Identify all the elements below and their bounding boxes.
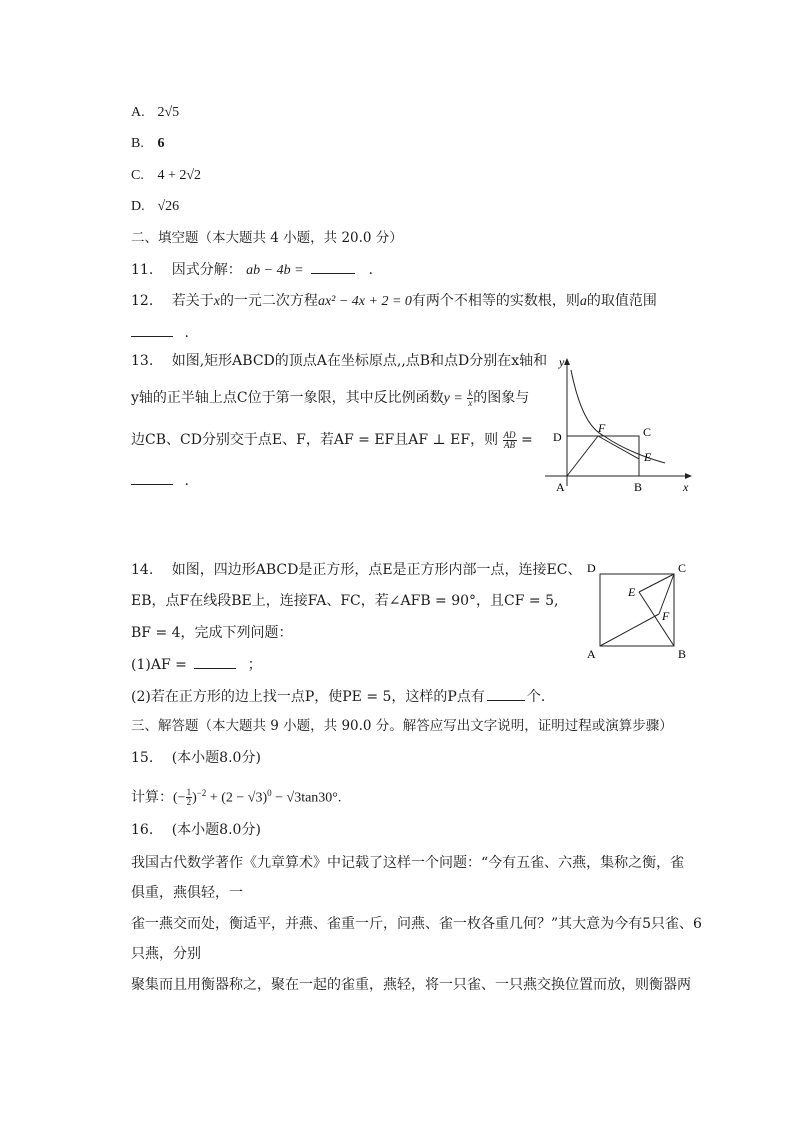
x-axis-arrow [685,473,692,479]
label-f: F [598,421,606,435]
function-lhs: y = [443,391,463,406]
question-15-body [131,783,341,809]
part-end: ； [247,657,262,673]
segment-af [567,436,598,476]
segment-fe [598,436,639,459]
question-text: 如图，四边形ABCD是正方形，点E是正方形内部一点，连接EC、 [171,562,582,578]
question-text-pre: 若关于 [171,293,214,309]
q13-figure [540,350,700,500]
question-16-para-2: 俱重，燕俱轻，一 [131,885,243,901]
question-number: 15. [131,750,154,766]
question-number: 14. [131,562,154,578]
rectangle-abcd [567,436,639,476]
label-f: F [662,609,670,623]
question-expr: ab − 4b = [246,263,304,278]
answer-blank [131,322,173,337]
expr-close: ) [192,790,197,806]
fraction-numerator: k [468,387,473,398]
section-heading-answer: 三、解答题（本大题共 9 小题，共 90.0 分。解答应写出文字说明，证明过程或演算步骤） [131,718,673,734]
part-text: (2)若在正方形的边上找一点P，使PE = 5，这样的P点有 [131,689,485,705]
label-e: E [644,450,652,464]
answer-blank [487,686,525,701]
question-16-para-1: 我国古代数学著作《九章算术》中记载了这样一个问题：“今有五雀、六燕，集称之衡，雀 [131,855,685,871]
option-c [131,165,201,186]
question-13-line-3 [131,430,533,450]
question-15-header [131,748,261,768]
question-score: (本小题8.0分) [171,822,261,838]
question-16-para-4: 只燕，分别 [131,946,201,962]
question-number: 13. [131,353,154,369]
part-text: (1)AF = [131,657,187,673]
equation: ax² − 4x + 2 = 0 [317,294,412,309]
label-x: x [683,480,689,494]
fraction-numerator: AD [503,429,516,440]
fraction-numerator: 1 [186,787,192,798]
option-text: 2√5 [157,105,180,120]
question-text: 的图象与 [473,390,530,406]
question-12-blank-line [131,322,189,343]
option-a [131,102,179,123]
calc-label: 计算： [131,789,173,806]
question-text: y轴的正半轴上点C位于第一象限，其中反比例函数 [131,390,444,406]
question-score: (本小题8.0分) [171,750,261,766]
label-d: D [587,561,596,575]
answer-blank [311,259,355,274]
question-13-line-1 [131,351,547,371]
answer-blank [194,654,236,669]
answer-blank [131,470,173,485]
expr-open: (− [173,790,186,806]
question-11 [131,259,373,281]
question-14-line-3: BF = 4，完成下列问题： [131,625,293,641]
option-label: A. [131,105,145,120]
label-y: y [559,355,565,369]
question-end: . [368,262,373,278]
option-text: 4 + 2√2 [157,168,202,183]
question-number: 16. [131,822,154,838]
question-number: 12. [131,293,154,309]
question-16-para-5: 聚集而且用衡器称之，聚在一起的雀重，燕轻，将一只雀、一只燕交换位置而放，则衡器两 [131,977,691,993]
question-13-line-2 [131,388,529,409]
ratio-fraction [503,431,517,450]
question-14-line-2: EB，点F在线段BE上，连接FA、FC，若∠AFB = 90°，且CF = 5, [131,593,559,609]
question-12 [131,291,657,312]
part-end: 个. [526,689,546,705]
var-x: x [213,294,220,309]
segment-af [600,614,659,646]
fraction-denominator: AB [504,439,516,450]
question-text-tail: 的取值范围 [586,293,657,309]
question-14-line-1 [131,560,581,580]
question-14-part-2 [131,686,545,707]
section-heading-fill-in: 二、填空题（本大题共 4 小题，共 20.0 分） [131,230,403,246]
q14-figure [582,556,702,664]
label-a: A [587,647,596,661]
question-text: 边CB、CD分别交于点E、F，若AF = EF且AF ⊥ EF，则 [131,432,499,448]
option-b [131,133,164,154]
question-text: = [516,432,533,448]
question-text-post: 有两个不相等的实数根，则 [411,293,580,309]
question-end: . [184,325,189,341]
option-d [131,196,179,217]
label-b: B [678,647,687,661]
expr-end: − √3tan30°. [271,790,342,806]
exponent-zero: 0 [267,788,272,798]
question-text-mid: 的一元二次方程 [219,293,318,309]
exponent-neg-two: −2 [196,788,207,798]
question-end: . [184,473,189,489]
y-axis-arrow [564,358,570,365]
question-14-part-1 [131,654,262,675]
question-number: 11. [131,262,154,278]
expr-middle: + (2 − √3) [206,790,268,806]
question-text: 因式分解： [171,262,242,278]
option-label: C. [131,168,144,183]
label-d: D [553,430,562,444]
fraction-denominator: x [468,397,473,408]
question-16-para-3: 雀一燕交而处，衡适平，并燕、雀重一斤，问燕、雀一枚各重几何？”其大意为今有5只雀、6 [131,916,702,932]
option-label: B. [131,136,144,151]
option-text: 6 [157,136,165,151]
label-c: C [678,561,687,575]
question-13-blank-line [131,470,189,491]
var-a: a [579,294,587,309]
fraction-denominator: 2 [186,797,192,808]
label-a: A [556,480,565,494]
question-16-header [131,820,261,840]
option-text: √26 [157,199,180,214]
label-b: B [634,480,643,494]
question-text: 如图,矩形ABCD的顶点A在坐标原点,,点B和点D分别在x轴和 [171,353,548,369]
label-c: C [643,425,652,439]
label-e: E [628,585,636,599]
option-label: D. [131,199,145,214]
